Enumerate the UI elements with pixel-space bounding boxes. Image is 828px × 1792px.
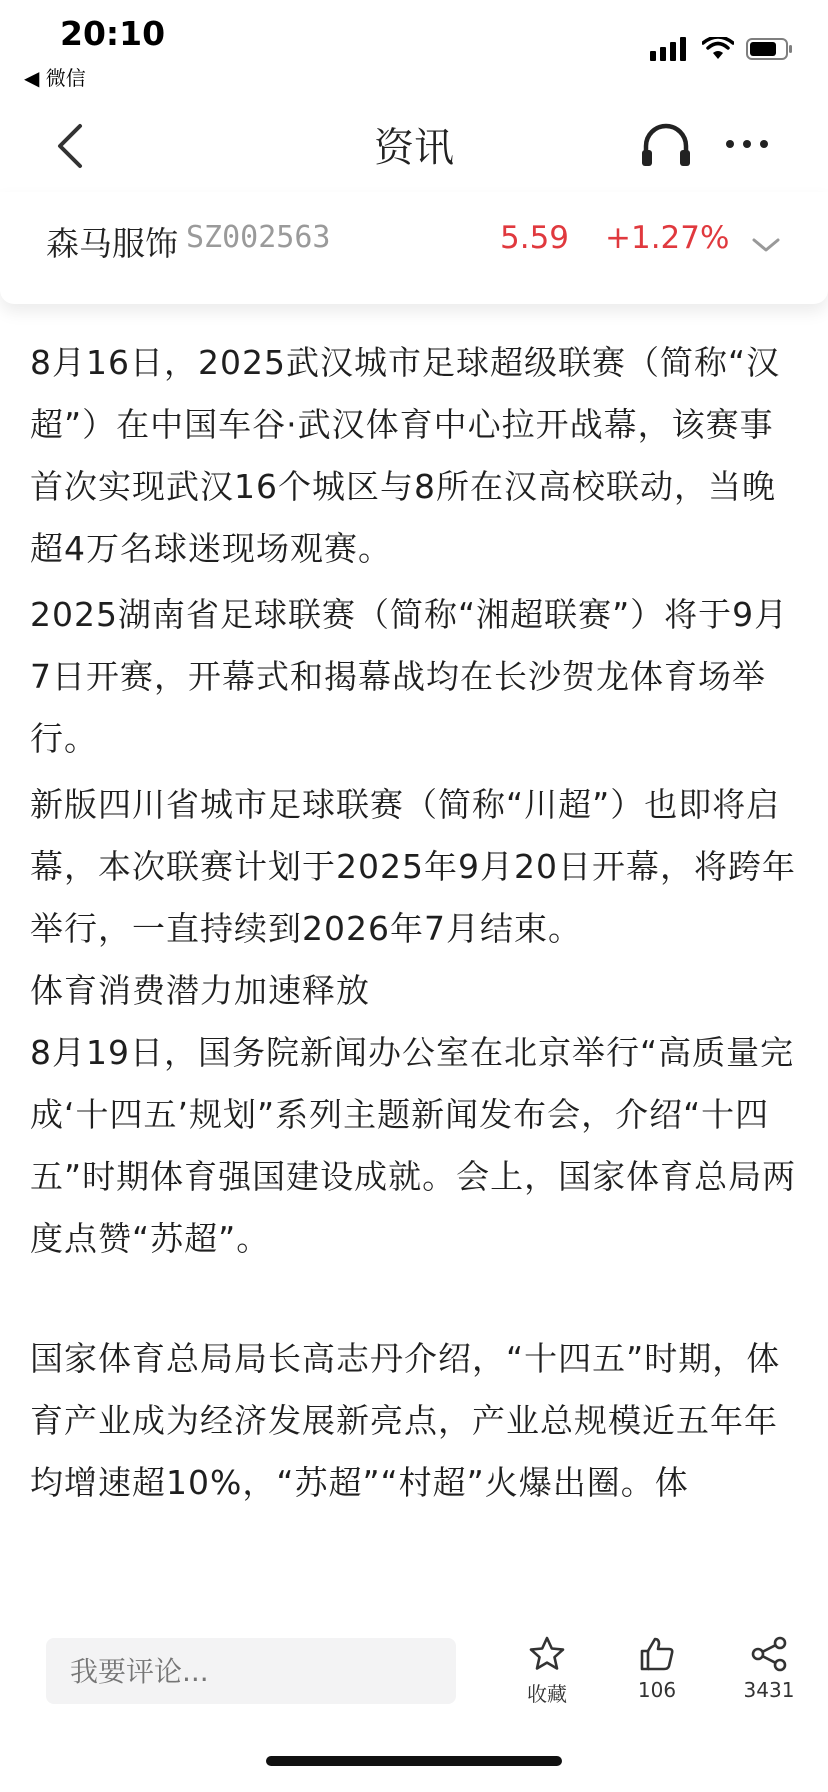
chevron-down-icon[interactable]	[748, 232, 784, 258]
article-paragraph: 国家体育总局局长高志丹介绍，“十四五”时期，体育产业成为经济发展新亮点，产业总规模近五年年均增速超10%，“苏超”“村超”火爆出圈。体	[30, 1339, 781, 1502]
comment-input[interactable]	[46, 1638, 456, 1704]
stock-name: 森马服饰	[46, 224, 178, 263]
navigation-bar	[0, 100, 828, 192]
article-paragraph: 8月19日，国务院新闻办公室在北京举行“高质量完成‘十四五’规划”系列主题新闻发布会，介绍“十四五”时期体育强国建设成就。会上，国家体育总局两度点赞“苏超”。	[30, 1033, 797, 1258]
battery-icon	[746, 37, 794, 61]
star-icon	[528, 1636, 566, 1672]
share-count: 3431	[743, 1678, 795, 1702]
status-icons	[650, 34, 794, 64]
like-button[interactable]	[612, 1636, 702, 1702]
stock-price: 5.59	[500, 220, 570, 256]
stock-change-percent: +1.27%	[605, 220, 730, 256]
stock-quote-bar[interactable]	[0, 192, 828, 304]
favorite-button[interactable]	[502, 1636, 592, 1707]
share-icon	[750, 1636, 788, 1672]
status-time: 20:10	[60, 14, 166, 53]
headphones-icon[interactable]	[640, 120, 692, 172]
article-paragraph: 新版四川省城市足球联赛（简称“川超”）也即将启幕，本次联赛计划于2025年9月20日开幕，将跨年举行，一直持续到2026年7月结束。	[30, 785, 796, 948]
status-bar	[0, 0, 828, 100]
share-button[interactable]	[724, 1636, 814, 1702]
like-count: 106	[637, 1678, 677, 1702]
article-paragraph: 2025湖南省足球联赛（简称“湘超联赛”）将于9月7日开赛，开幕式和揭幕战均在长沙贺龙体育场举行。	[30, 595, 789, 758]
article-subheading: 体育消费潜力加速释放	[30, 971, 370, 1010]
cellular-signal-icon	[650, 37, 690, 61]
more-options-icon[interactable]	[722, 124, 772, 164]
page-title: 资讯	[374, 125, 454, 171]
favorite-label: 收藏	[527, 1682, 567, 1706]
wifi-icon	[702, 37, 734, 61]
thumbs-up-icon	[638, 1636, 676, 1672]
home-indicator[interactable]	[266, 1756, 562, 1766]
back-to-app-link[interactable]: ◀ 微信	[24, 66, 86, 90]
stock-code: SZ002563	[186, 220, 331, 255]
article-paragraph: 8月16日，2025武汉城市足球超级联赛（简称“汉超”）在中国车谷·武汉体育中心拉开战幕，该赛事首次实现武汉16个城区与8所在汉高校联动，当晚超4万名球迷现场观赛。	[30, 343, 781, 568]
